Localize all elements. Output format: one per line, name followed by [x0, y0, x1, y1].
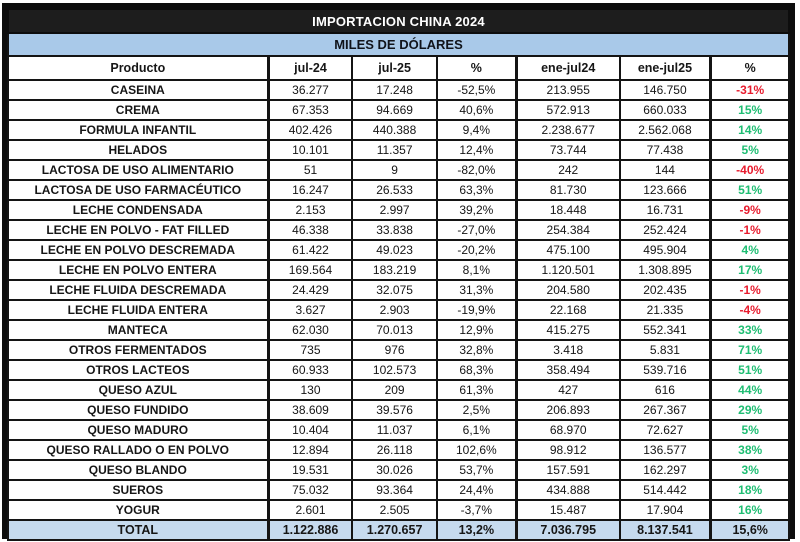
- ytd-pct-cell: -1%: [711, 220, 789, 240]
- product-cell: LECHE FLUIDA DESCREMADA: [8, 280, 268, 300]
- value-cell: 81.730: [516, 180, 619, 200]
- value-cell: 31,3%: [437, 280, 517, 300]
- table-row: [8, 100, 789, 120]
- ytd-pct-cell: 51%: [711, 360, 789, 380]
- value-cell: 3.418: [516, 340, 619, 360]
- product-cell: LECHE EN POLVO ENTERA: [8, 260, 268, 280]
- value-cell: 616: [620, 380, 711, 400]
- product-cell: CASEINA: [8, 80, 268, 100]
- ytd-pct-cell: 71%: [711, 340, 789, 360]
- product-cell: MANTECA: [8, 320, 268, 340]
- value-cell: 26.533: [352, 180, 436, 200]
- value-cell: 976: [352, 340, 436, 360]
- table-row: [8, 240, 789, 260]
- table-row: [8, 500, 789, 520]
- value-cell: 94.669: [352, 100, 436, 120]
- value-cell: 242: [516, 160, 619, 180]
- value-cell: 17.904: [620, 500, 711, 520]
- ytd-pct-cell: 15%: [711, 100, 789, 120]
- value-cell: 46.338: [268, 220, 352, 240]
- value-cell: 63,3%: [437, 180, 517, 200]
- value-cell: 2.562.068: [620, 120, 711, 140]
- col-header-enejul25: ene-jul25: [620, 56, 711, 80]
- value-cell: 17.248: [352, 80, 436, 100]
- col-header-jul25: jul-25: [352, 56, 436, 80]
- value-cell: 2.153: [268, 200, 352, 220]
- subtitle-row: [8, 33, 789, 56]
- product-cell: QUESO AZUL: [8, 380, 268, 400]
- value-cell: 16.731: [620, 200, 711, 220]
- value-cell: -52,5%: [437, 80, 517, 100]
- value-cell: 75.032: [268, 480, 352, 500]
- ytd-pct-cell: 5%: [711, 420, 789, 440]
- value-cell: 22.168: [516, 300, 619, 320]
- product-cell: HELADOS: [8, 140, 268, 160]
- value-cell: 209: [352, 380, 436, 400]
- value-cell: 61,3%: [437, 380, 517, 400]
- value-cell: 15.487: [516, 500, 619, 520]
- value-cell: 36.277: [268, 80, 352, 100]
- value-cell: -82,0%: [437, 160, 517, 180]
- table-row: [8, 300, 789, 320]
- table-frame: [2, 3, 795, 539]
- value-cell: 19.531: [268, 460, 352, 480]
- value-cell: 183.219: [352, 260, 436, 280]
- value-cell: 539.716: [620, 360, 711, 380]
- table-row: [8, 280, 789, 300]
- column-header-row: [8, 56, 789, 80]
- value-cell: 146.750: [620, 80, 711, 100]
- total-pct-ytd-cell: 15,6%: [711, 520, 789, 540]
- value-cell: 254.384: [516, 220, 619, 240]
- value-cell: 495.904: [620, 240, 711, 260]
- product-cell: OTROS FERMENTADOS: [8, 340, 268, 360]
- value-cell: 102,6%: [437, 440, 517, 460]
- value-cell: -3,7%: [437, 500, 517, 520]
- value-cell: 3.627: [268, 300, 352, 320]
- table-row: [8, 220, 789, 240]
- value-cell: 102.573: [352, 360, 436, 380]
- value-cell: 144: [620, 160, 711, 180]
- table-row: [8, 260, 789, 280]
- value-cell: 12,9%: [437, 320, 517, 340]
- value-cell: 24.429: [268, 280, 352, 300]
- value-cell: 38.609: [268, 400, 352, 420]
- table-row: [8, 480, 789, 500]
- table-row: [8, 200, 789, 220]
- value-cell: 8,1%: [437, 260, 517, 280]
- col-header-enejul24: ene-jul24: [516, 56, 619, 80]
- value-cell: 9,4%: [437, 120, 517, 140]
- value-cell: 21.335: [620, 300, 711, 320]
- table-row: [8, 420, 789, 440]
- value-cell: 40,6%: [437, 100, 517, 120]
- value-cell: 213.955: [516, 80, 619, 100]
- value-cell: 39,2%: [437, 200, 517, 220]
- product-cell: FORMULA INFANTIL: [8, 120, 268, 140]
- table-row: [8, 120, 789, 140]
- units-subtitle: MILES DE DÓLARES: [8, 33, 789, 56]
- value-cell: 440.388: [352, 120, 436, 140]
- ytd-pct-cell: 17%: [711, 260, 789, 280]
- value-cell: 70.013: [352, 320, 436, 340]
- value-cell: 204.580: [516, 280, 619, 300]
- value-cell: 11.357: [352, 140, 436, 160]
- value-cell: 61.422: [268, 240, 352, 260]
- table-row: [8, 140, 789, 160]
- value-cell: 10.101: [268, 140, 352, 160]
- ytd-pct-cell: 14%: [711, 120, 789, 140]
- value-cell: 32,8%: [437, 340, 517, 360]
- table-row: [8, 440, 789, 460]
- value-cell: 6,1%: [437, 420, 517, 440]
- table-row: [8, 160, 789, 180]
- value-cell: 2.238.677: [516, 120, 619, 140]
- ytd-pct-cell: 29%: [711, 400, 789, 420]
- product-cell: LACTOSA DE USO FARMACÉUTICO: [8, 180, 268, 200]
- value-cell: 53,7%: [437, 460, 517, 480]
- col-header-jul24: jul-24: [268, 56, 352, 80]
- value-cell: 206.893: [516, 400, 619, 420]
- value-cell: 252.424: [620, 220, 711, 240]
- product-cell: SUEROS: [8, 480, 268, 500]
- value-cell: 9: [352, 160, 436, 180]
- value-cell: 32.075: [352, 280, 436, 300]
- value-cell: -27,0%: [437, 220, 517, 240]
- value-cell: -20,2%: [437, 240, 517, 260]
- value-cell: 68.970: [516, 420, 619, 440]
- ytd-pct-cell: 3%: [711, 460, 789, 480]
- import-table: [7, 8, 790, 541]
- total-label: TOTAL: [8, 520, 268, 540]
- table-row: [8, 180, 789, 200]
- value-cell: 51: [268, 160, 352, 180]
- product-cell: QUESO FUNDIDO: [8, 400, 268, 420]
- total-pct-jul-cell: 13,2%: [437, 520, 517, 540]
- value-cell: 39.576: [352, 400, 436, 420]
- ytd-pct-cell: 18%: [711, 480, 789, 500]
- value-cell: 18.448: [516, 200, 619, 220]
- product-cell: LACTOSA DE USO ALIMENTARIO: [8, 160, 268, 180]
- value-cell: 136.577: [620, 440, 711, 460]
- value-cell: 68,3%: [437, 360, 517, 380]
- col-header-pct-jul: %: [437, 56, 517, 80]
- product-cell: LECHE FLUIDA ENTERA: [8, 300, 268, 320]
- ytd-pct-cell: -4%: [711, 300, 789, 320]
- col-header-producto: Producto: [8, 56, 268, 80]
- ytd-pct-cell: -31%: [711, 80, 789, 100]
- value-cell: 157.591: [516, 460, 619, 480]
- product-cell: QUESO MADURO: [8, 420, 268, 440]
- value-cell: 98.912: [516, 440, 619, 460]
- table-row: [8, 340, 789, 360]
- table-row: [8, 380, 789, 400]
- value-cell: 2,5%: [437, 400, 517, 420]
- value-cell: 475.100: [516, 240, 619, 260]
- value-cell: 358.494: [516, 360, 619, 380]
- ytd-pct-cell: 44%: [711, 380, 789, 400]
- product-cell: OTROS LACTEOS: [8, 360, 268, 380]
- product-cell: LECHE EN POLVO DESCREMADA: [8, 240, 268, 260]
- table-row: [8, 320, 789, 340]
- value-cell: 267.367: [620, 400, 711, 420]
- value-cell: 12,4%: [437, 140, 517, 160]
- title-row: [8, 9, 789, 33]
- value-cell: 72.627: [620, 420, 711, 440]
- col-header-pct-ytd: %: [711, 56, 789, 80]
- product-cell: CREMA: [8, 100, 268, 120]
- value-cell: 2.903: [352, 300, 436, 320]
- value-cell: 67.353: [268, 100, 352, 120]
- value-cell: 2.601: [268, 500, 352, 520]
- ytd-pct-cell: 33%: [711, 320, 789, 340]
- table-row: [8, 360, 789, 380]
- value-cell: 1.120.501: [516, 260, 619, 280]
- value-cell: 73.744: [516, 140, 619, 160]
- total-jul25-cell: 1.270.657: [352, 520, 436, 540]
- value-cell: 2.505: [352, 500, 436, 520]
- ytd-pct-cell: -1%: [711, 280, 789, 300]
- value-cell: 24,4%: [437, 480, 517, 500]
- ytd-pct-cell: 38%: [711, 440, 789, 460]
- product-cell: LECHE EN POLVO - FAT FILLED: [8, 220, 268, 240]
- ytd-pct-cell: 16%: [711, 500, 789, 520]
- product-cell: LECHE CONDENSADA: [8, 200, 268, 220]
- value-cell: 12.894: [268, 440, 352, 460]
- value-cell: 11.037: [352, 420, 436, 440]
- value-cell: 30.026: [352, 460, 436, 480]
- value-cell: 123.666: [620, 180, 711, 200]
- value-cell: 130: [268, 380, 352, 400]
- value-cell: 62.030: [268, 320, 352, 340]
- value-cell: 572.913: [516, 100, 619, 120]
- table-row: [8, 80, 789, 100]
- total-enejul24-cell: 7.036.795: [516, 520, 619, 540]
- value-cell: 77.438: [620, 140, 711, 160]
- table-row: [8, 460, 789, 480]
- value-cell: 16.247: [268, 180, 352, 200]
- value-cell: 415.275: [516, 320, 619, 340]
- product-cell: QUESO RALLADO O EN POLVO: [8, 440, 268, 460]
- value-cell: 169.564: [268, 260, 352, 280]
- value-cell: -19,9%: [437, 300, 517, 320]
- ytd-pct-cell: 4%: [711, 240, 789, 260]
- product-cell: QUESO BLANDO: [8, 460, 268, 480]
- value-cell: 402.426: [268, 120, 352, 140]
- value-cell: 49.023: [352, 240, 436, 260]
- value-cell: 202.435: [620, 280, 711, 300]
- value-cell: 735: [268, 340, 352, 360]
- total-jul24-cell: 1.122.886: [268, 520, 352, 540]
- ytd-pct-cell: -40%: [711, 160, 789, 180]
- total-enejul25-cell: 8.137.541: [620, 520, 711, 540]
- value-cell: 93.364: [352, 480, 436, 500]
- page-title: IMPORTACION CHINA 2024: [8, 9, 789, 33]
- product-cell: YOGUR: [8, 500, 268, 520]
- value-cell: 1.308.895: [620, 260, 711, 280]
- value-cell: 552.341: [620, 320, 711, 340]
- value-cell: 10.404: [268, 420, 352, 440]
- value-cell: 660.033: [620, 100, 711, 120]
- ytd-pct-cell: -9%: [711, 200, 789, 220]
- value-cell: 2.997: [352, 200, 436, 220]
- value-cell: 5.831: [620, 340, 711, 360]
- value-cell: 162.297: [620, 460, 711, 480]
- table-row: [8, 400, 789, 420]
- value-cell: 434.888: [516, 480, 619, 500]
- ytd-pct-cell: 5%: [711, 140, 789, 160]
- value-cell: 33.838: [352, 220, 436, 240]
- value-cell: 60.933: [268, 360, 352, 380]
- value-cell: 26.118: [352, 440, 436, 460]
- total-row: [8, 520, 789, 540]
- value-cell: 427: [516, 380, 619, 400]
- ytd-pct-cell: 51%: [711, 180, 789, 200]
- table-body: [8, 80, 789, 520]
- value-cell: 514.442: [620, 480, 711, 500]
